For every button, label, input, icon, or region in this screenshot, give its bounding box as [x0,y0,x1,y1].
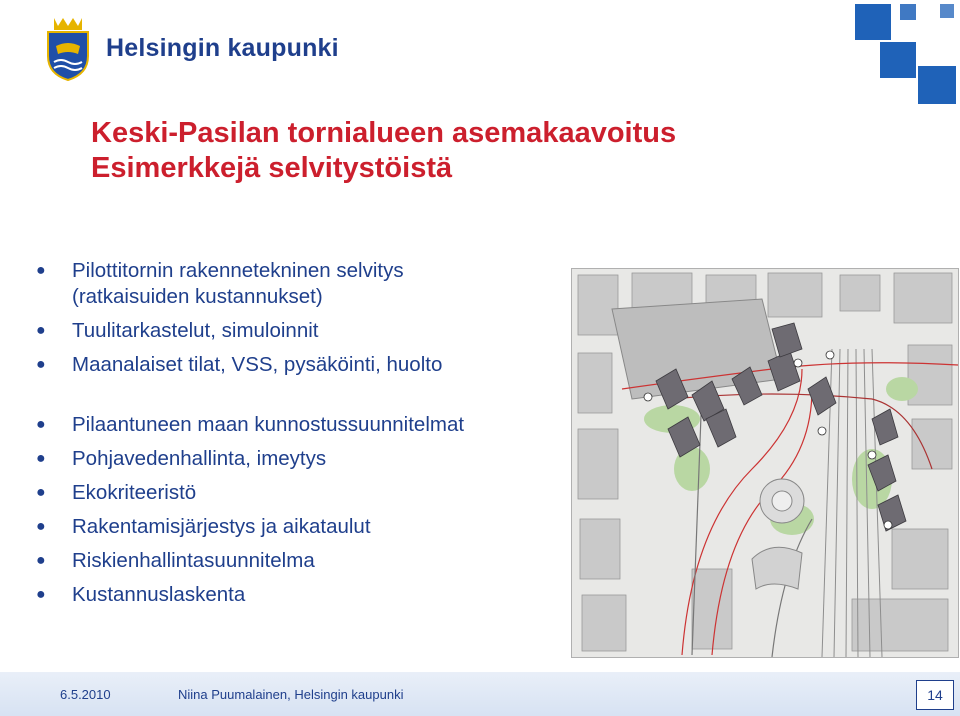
bullet-item [36,582,566,608]
footer-author: Niina Puumalainen, Helsingin kaupunki [178,687,404,702]
slide-title [91,116,676,186]
bullet-text: Pohjavedenhallinta, imeytys [72,447,327,470]
decor-square [855,4,891,40]
site-plan-map [571,268,959,658]
bullet-spacer [36,386,566,412]
bullet-item [36,446,566,472]
decor-square [900,4,916,20]
bullet-text: Riskienhallintasuunnitelma [72,549,315,572]
bullet-text: Pilottitornin rakennetekninen selvitys (ratkaisuiden kustannukset) [72,259,404,308]
bullet-text: Pilaantuneen maan kunnostussuunnitelmat [72,413,465,436]
brand-name: Helsingin kaupunki [106,34,339,62]
site-plan-drawing [572,269,958,657]
bullet-item [36,352,566,378]
bullet-item [36,514,566,540]
bullet-dot-icon: ● [36,586,46,603]
bullet-item [36,258,566,310]
page-number: 14 [916,680,954,710]
bullet-dot-icon: ● [36,518,46,535]
bullet-dot-icon: ● [36,262,46,279]
bullet-dot-icon: ● [36,322,46,339]
bullet-item [36,318,566,344]
bullet-dot-icon: ● [36,416,46,433]
bullet-text: Kustannuslaskenta [72,583,246,606]
bullet-text: Ekokriteeristö [72,481,197,504]
helsinki-crest-icon [44,14,92,82]
bullet-dot-icon: ● [36,450,46,467]
bullet-item [36,480,566,506]
bullet-item [36,412,566,438]
bullet-item [36,548,566,574]
title-line: Keski-Pasilan tornialueen asemakaavoitus [91,117,677,149]
footer-date: 6.5.2010 [60,687,111,702]
slide-footer [0,672,960,716]
bullet-list [36,258,566,616]
bullet-text: Rakentamisjärjestys ja aikataulut [72,515,371,538]
bullet-dot-icon: ● [36,484,46,501]
bullet-text: Maanalaiset tilat, VSS, pysäköinti, huolto [72,353,443,376]
decor-square [918,66,956,104]
slide-header [0,0,960,100]
decor-square [880,42,916,78]
title-line: Esimerkkejä selvitystöistä [91,152,453,184]
decor-square [940,4,954,18]
bullet-dot-icon: ● [36,356,46,373]
bullet-dot-icon: ● [36,552,46,569]
bullet-text: Tuulitarkastelut, simuloinnit [72,319,319,342]
